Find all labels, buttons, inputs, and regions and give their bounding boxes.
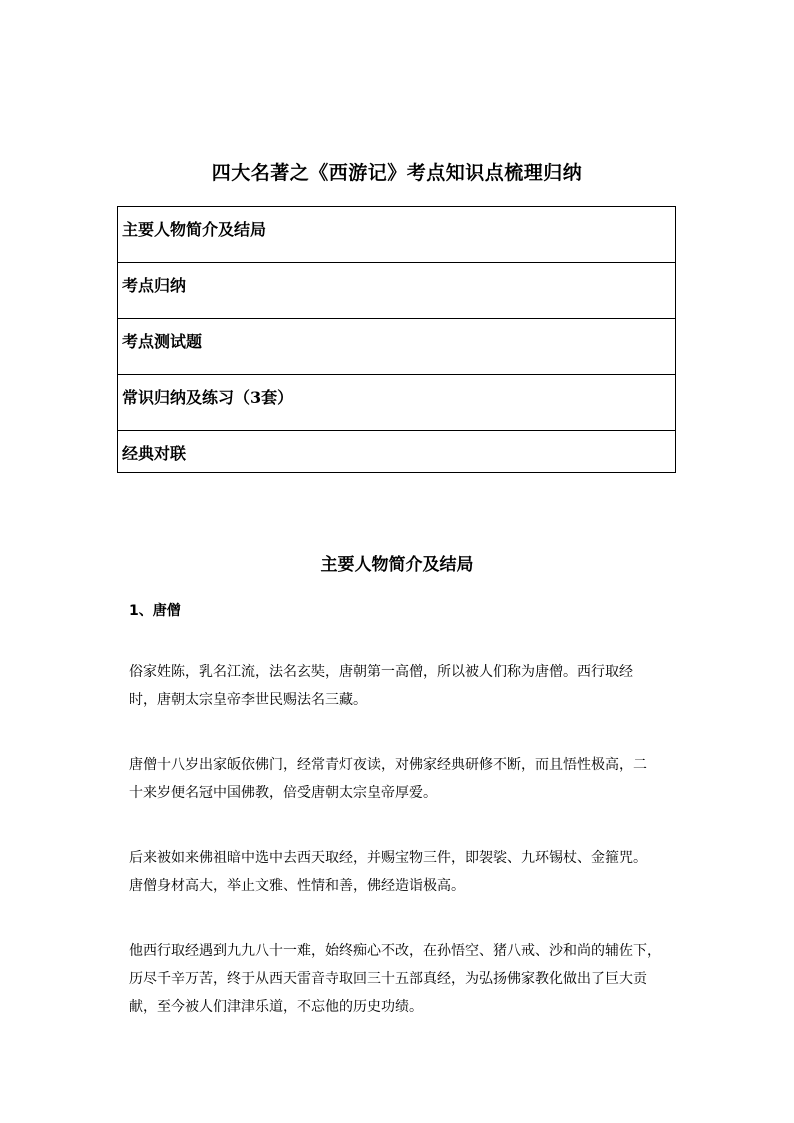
toc-item-couplets: 经典对联 — [122, 444, 187, 463]
character-heading: 1、唐僧 — [129, 603, 181, 619]
paragraph — [129, 751, 679, 807]
paragraph-line: 唐僧身材高大，举止文雅、性情和善，佛经造诣极高。 — [129, 878, 465, 894]
toc-item-tests: 考点测试题 — [122, 332, 203, 351]
toc-table — [117, 206, 676, 473]
paragraph-line: 献，至今被人们津津乐道，不忘他的历史功绩。 — [129, 999, 423, 1015]
paragraph-line: 他西行取经遇到九九八十一难，始终痴心不改，在孙悟空、猪八戒、沙和尚的辅佐下， — [129, 943, 661, 959]
toc-item-exam-points: 考点归纳 — [122, 276, 187, 295]
toc-row — [118, 431, 676, 473]
toc-row — [118, 375, 676, 431]
toc-row — [118, 263, 676, 319]
paragraph-line: 俗家姓陈，乳名江流，法名玄奘，唐朝第一高僧，所以被人们称为唐僧。西行取经 — [129, 664, 633, 680]
toc-cell — [118, 207, 676, 263]
toc-item-characters: 主要人物简介及结局 — [122, 220, 267, 239]
paragraph — [129, 658, 679, 714]
paragraph-line: 时，唐朝太宗皇帝李世民赐法名三藏。 — [129, 692, 367, 708]
toc-cell — [118, 263, 676, 319]
paragraph-line: 后来被如来佛祖暗中选中去西天取经，并赐宝物三件，即袈裟、九环锡杖、金箍咒。 — [129, 850, 647, 866]
toc-cell — [118, 431, 676, 473]
paragraph-line: 唐僧十八岁出家皈依佛门，经常青灯夜读，对佛家经典研修不断，而且悟性极高，二 — [129, 757, 647, 773]
paragraph — [129, 937, 679, 1021]
toc-cell — [118, 375, 676, 431]
toc-cell — [118, 319, 676, 375]
toc-row — [118, 319, 676, 375]
page-title: 四大名著之《西游记》考点知识点梳理归纳 — [211, 162, 583, 184]
paragraph — [129, 844, 679, 900]
paragraph-line: 历尽千辛万苦，终于从西天雷音寺取回三十五部真经，为弘扬佛家教化做出了巨大贡 — [129, 971, 647, 987]
toc-item-knowledge: 常识归纳及练习（3套） — [122, 388, 294, 407]
toc-row — [118, 207, 676, 263]
section-heading: 主要人物简介及结局 — [320, 555, 474, 575]
paragraph-line: 十来岁便名冠中国佛教，倍受唐朝太宗皇帝厚爱。 — [129, 785, 437, 801]
